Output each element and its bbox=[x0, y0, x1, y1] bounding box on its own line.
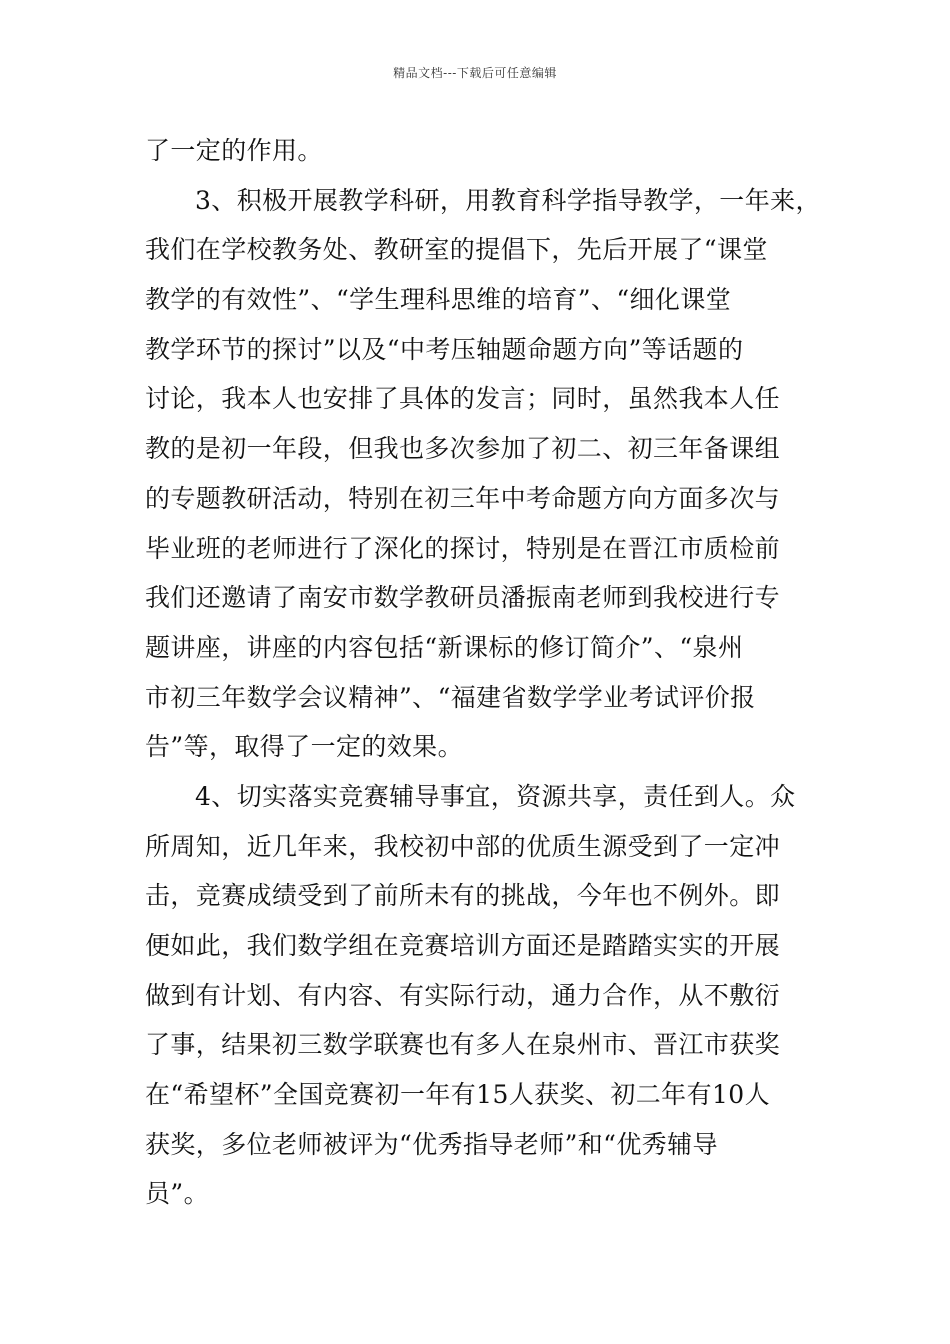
text-line: 我们还邀请了南安市数学教研员潘振南老师到我校进行专 bbox=[145, 583, 781, 613]
text-line: 我们在学校教务处、教研室的提倡下，先后开展了“课堂 bbox=[145, 235, 768, 265]
text-line: 告”等，取得了一定的效果。 bbox=[145, 732, 463, 762]
paragraph-4-start: 4、切实落实竞赛辅导事宜，资源共享，责任到人。众 bbox=[195, 781, 796, 811]
text-line: 获奖，多位老师被评为“优秀指导老师”和“优秀辅导 bbox=[145, 1129, 718, 1159]
text-line: 了一定的作用。 bbox=[145, 136, 323, 165]
text-line: 员”。 bbox=[145, 1179, 209, 1209]
text-line: 的专题教研活动，特别在初三年中考命题方向方面多次与 bbox=[145, 483, 781, 513]
text-line: 市初三年数学会议精神”、“福建省数学学业考试评价报 bbox=[145, 682, 756, 712]
text-line: 击，竞赛成绩受到了前所未有的挑战，今年也不例外。即 bbox=[145, 881, 781, 911]
text-line: 在“希望杯”全国竞赛初一年有15人获奖、初二年有10人 bbox=[145, 1080, 770, 1110]
text-line: 教的是初一年段，但我也多次参加了初二、初三年备课组 bbox=[145, 434, 781, 464]
text-line: 教学的有效性”、“学生理科思维的培育”、“细化课堂 bbox=[145, 285, 732, 315]
text-line: 毕业班的老师进行了深化的探讨，特别是在晋江市质检前 bbox=[145, 533, 781, 563]
body-text bbox=[145, 126, 821, 1219]
text-line: 教学环节的探讨”以及“中考压轴题命题方向”等话题的 bbox=[145, 334, 744, 364]
text-line: 了事，结果初三数学联赛也有多人在泉州市、晋江市获奖 bbox=[145, 1030, 781, 1060]
text-line: 所周知，近几年来，我校初中部的优质生源受到了一定冲 bbox=[145, 831, 781, 861]
text-line: 做到有计划、有内容、有实际行动，通力合作，从不敷衍 bbox=[145, 980, 781, 1010]
paragraph-3-start: 3、积极开展教学科研，用教育科学指导教学，一年来， bbox=[195, 185, 821, 215]
page-header: 精品文档---下载后可任意编辑 bbox=[393, 66, 557, 80]
text-line: 题讲座，讲座的内容包括“新课标的修订简介”、“泉州 bbox=[145, 632, 744, 662]
text-line: 便如此，我们数学组在竞赛培训方面还是踏踏实实的开展 bbox=[145, 931, 781, 960]
text-line: 讨论，我本人也安排了具体的发言；同时，虽然我本人任 bbox=[145, 384, 781, 414]
